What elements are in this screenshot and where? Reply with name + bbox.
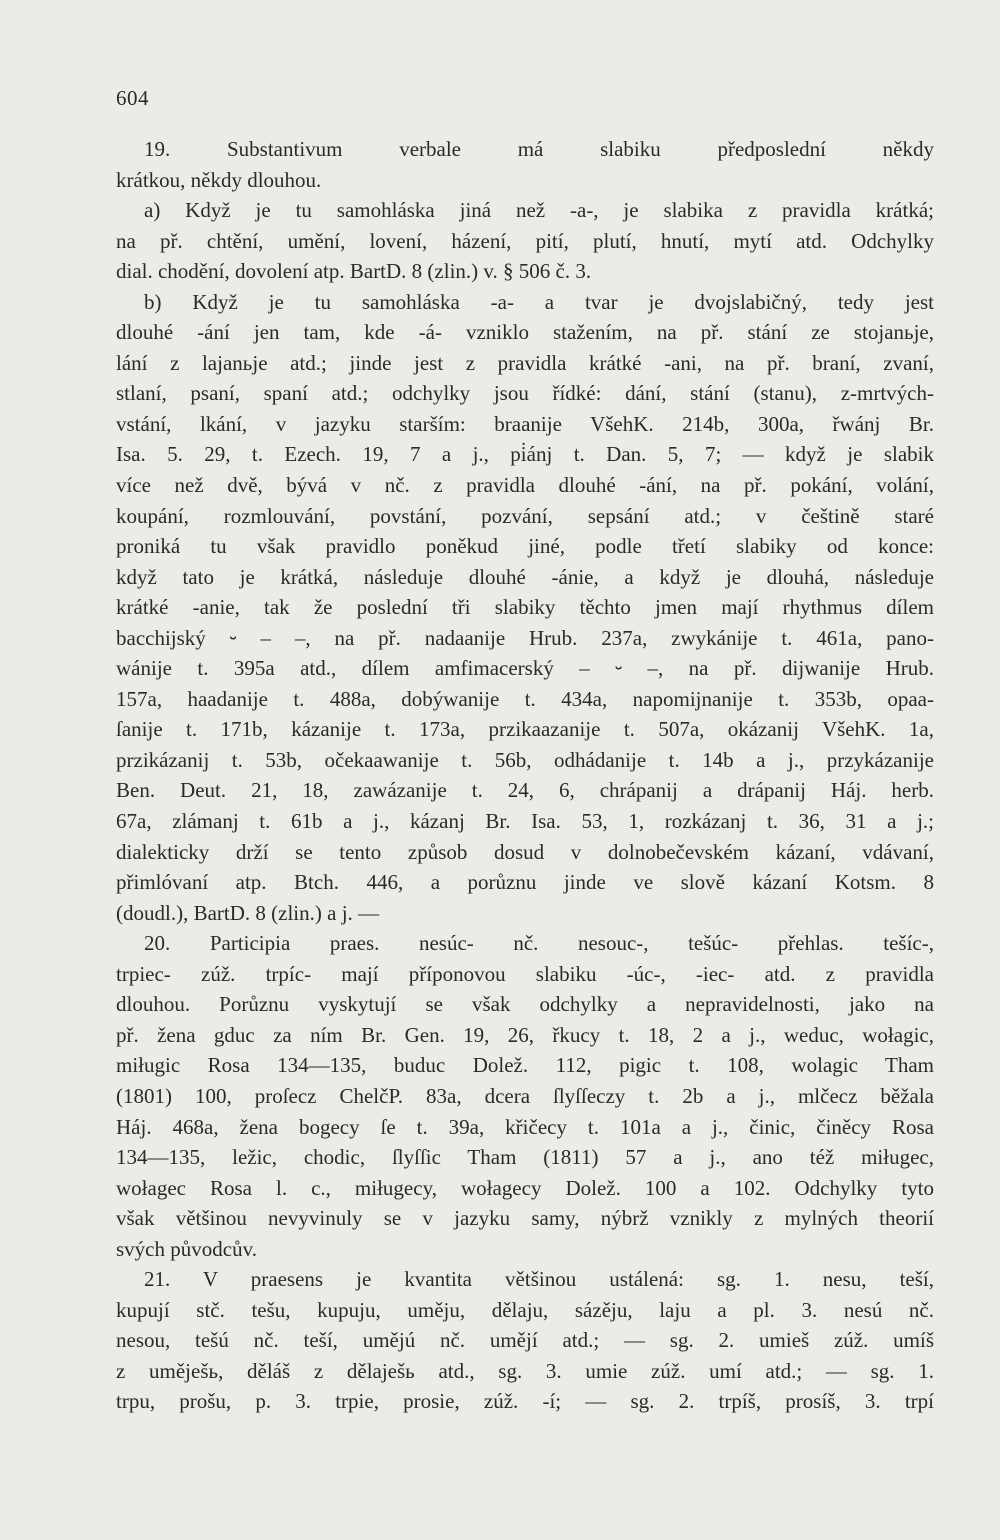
text-line: více než dvě, bývá v nč. z pravidla dlouhé -ání, na př. pokání, volání, xyxy=(116,473,934,498)
text-line: proniká tu však pravidlo poněkud jiné, podle třetí slabiky od konce: xyxy=(116,534,934,559)
text-line: ſanije t. 171b, kázanije t. 173a, przikaazanije t. 507a, okázanij VšehK. 1a, xyxy=(116,717,934,742)
text-line: dlouhé -ání jen tam, kde -á- vzniklo stažením, na př. stání ze stojanьje, xyxy=(116,320,934,345)
text-line: kupují stč. tešu, kupuju, uměju, dělaju, sázěju, laju a pl. 3. nesú nč. xyxy=(116,1297,934,1322)
text-line: 21. V praesens je kvantita většinou ustálená: sg. 1. nesu, teší, xyxy=(144,1267,934,1292)
text-line: přimlóvaní atp. Btch. 446, a porůznu jinde ve slově kázaní Kotsm. 8 xyxy=(116,870,934,895)
text-line: př. žena gduc za ním Br. Gen. 19, 26, řkucy t. 18, 2 a j., weduc, wołagic, xyxy=(116,1022,934,1047)
text-line: dlouhou. Porůznu vyskytují se však odchylky a nepravidelnosti, jako na xyxy=(116,992,934,1017)
text-line: trpiec- zúž. trpíc- mají příponovou slabiku -úc-, -iec- atd. z pravidla xyxy=(116,961,934,986)
text-line: dial. chodění, dovolení atp. BartD. 8 (zlin.) v. § 506 č. 3. xyxy=(116,259,592,284)
text-line: na př. chtění, umění, lovení, házení, pití, plutí, hnutí, mytí atd. Odchylky xyxy=(116,228,934,253)
text-line: przikázanij t. 53b, očekaawanije t. 56b, odhádanije t. 14b a j., przykázanije xyxy=(116,747,934,772)
page-number: 604 xyxy=(116,86,149,110)
text-line: svých původcův. xyxy=(116,1236,257,1261)
text-line: koupání, rozmlouvání, povstání, pozvání, sepsání atd.; v češtině staré xyxy=(116,503,934,528)
body-text xyxy=(116,134,934,1417)
text-line: 20. Participia praes. nesúc- nč. nesouc-, tešúc- přehlas. tešíc-, xyxy=(144,931,934,956)
text-line: lání z lajanьje atd.; jinde jest z pravidla krátké -ani, na př. braní, zvaní, xyxy=(116,350,934,375)
text-line: Ben. Deut. 21, 18, zawázanije t. 24, 6, chrápanij a drápanij Háj. herb. xyxy=(116,778,934,803)
text-line: wołagec Rosa l. c., miługecy, wołagecy Dolež. 100 a 102. Odchylky tyto xyxy=(116,1175,934,1200)
text-line: 157a, haadanije t. 488a, dobýwanije t. 434a, napomijnanije t. 353b, opaa- xyxy=(116,686,934,711)
text-line: nesou, tešú nč. teší, umějú nč. umějí atd.; — sg. 2. umieš zúž. umíš xyxy=(116,1328,934,1353)
text-line: když tato je krátká, následuje dlouhé -ánie, a když je dlouhá, následuje xyxy=(116,564,934,589)
text-line: a) Když je tu samohláska jiná než -a-, je slabika z pravidla krátká; xyxy=(144,198,934,223)
text-line: z uměješь, děláš z dělaješь atd., sg. 3. umie zúž. umí atd.; — sg. 1. xyxy=(116,1358,934,1383)
text-line: trpu, prošu, p. 3. trpie, prosie, zúž. -í; — sg. 2. trpíš, prosíš, 3. trpí xyxy=(116,1389,934,1414)
text-line: 19. Substantivum verbale má slabiku předposlední někdy xyxy=(144,137,934,161)
text-line: bacchijský ⏑ – –, na př. nadaanije Hrub. 237a, zwykánije t. 461a, pano- xyxy=(116,625,934,650)
text-line: krátkou, někdy dlouhou. xyxy=(116,167,322,192)
text-line: Isa. 5. 29, t. Ezech. 19, 7 a j., pi̇ánj t. Dan. 5, 7; — když je slabik xyxy=(116,442,934,467)
text-line: 134—135, ležic, chodic, ſlyſſic Tham (1811) 57 a j., ano též miługec, xyxy=(116,1145,934,1170)
text-line: (doudl.), BartD. 8 (zlin.) a j. — xyxy=(116,900,380,925)
text-line: (1801) 100, proſecz ChelčP. 83a, dcera ſlyſſeczy t. 2b a j., mlčecz běžala xyxy=(116,1083,934,1108)
text-line: miługic Rosa 134—135, buduc Dolež. 112, pigic t. 108, wolagic Tham xyxy=(116,1053,934,1078)
text-line: b) Když je tu samohláska -a- a tvar je dvojslabičný, tedy jest xyxy=(144,289,934,314)
text-line: dialekticky drží se tento způsob dosud v dolnobečevském kázaní, vdávaní, xyxy=(116,839,934,864)
text-line: wánije t. 395a atd., dílem amfimacerský – ⏑ –, na př. dijwanije Hrub. xyxy=(116,656,934,681)
text-line: krátké -anie, tak že poslední tři slabiky těchto jmen mají rhythmus dílem xyxy=(116,595,934,620)
text-line: stlaní, psaní, spaní atd.; odchylky jsou řídké: dání, stání (stanu), z-mrtvých- xyxy=(116,381,934,406)
text-line: 67a, zlámanj t. 61b a j., kázanj Br. Isa. 53, 1, rozkázanj t. 36, 31 a j.; xyxy=(116,809,934,834)
text-line: vstání, lkání, v jazyku starším: braanije VšehK. 214b, 300a, řwánj Br. xyxy=(116,411,934,436)
text-line: však většinou nevyvinuly se v jazyku samy, nýbrž vznikly z mylných theorií xyxy=(116,1206,934,1231)
text-line: Háj. 468a, žena bogecy ſe t. 39a, křičecy t. 101a a j., činic, činěcy Rosa xyxy=(116,1114,934,1139)
